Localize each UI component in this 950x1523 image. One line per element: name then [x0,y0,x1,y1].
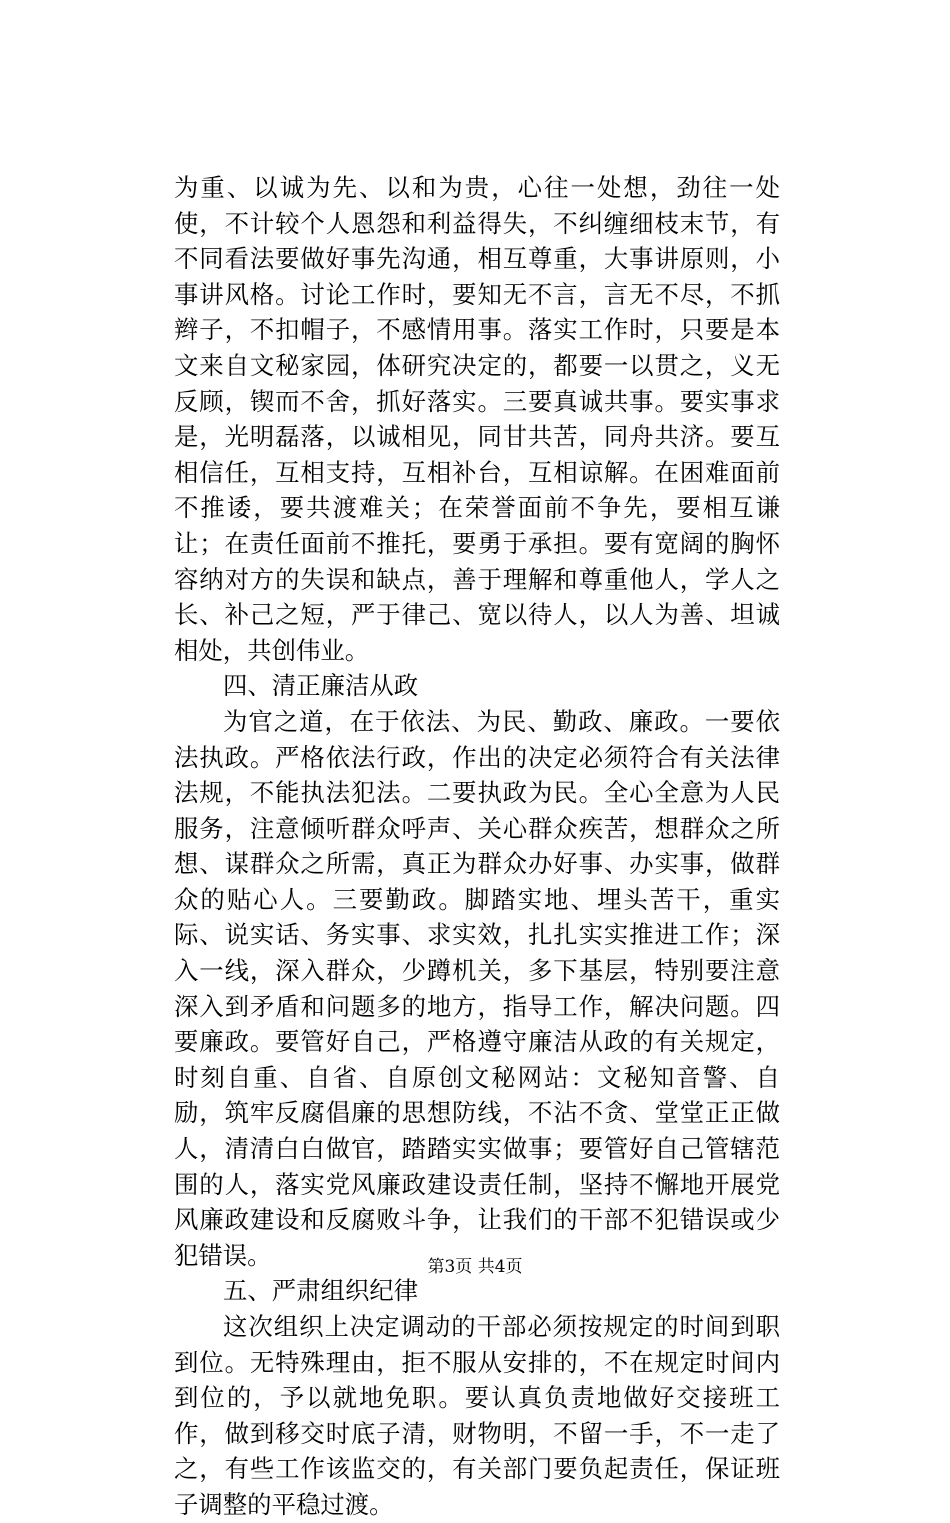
page-number-footer: 第3页 共4页 [427,1257,523,1277]
section-heading-4: 四、清正廉洁从政 [223,671,419,701]
section-heading-5: 五、严肃组织纪律 [223,1276,419,1306]
document-body [174,170,780,1523]
paragraph-1: 为重、以诚为先、以和为贵，心往一处想，劲往一处使，不计较个人恩怨和利益得失，不纠缠细枝末节，有不同看法要做好事先沟通，相互尊重，大事讲原则，小事讲风格。讨论工作时，要知无不言，言无不尽，不抓辫子，不扣帽子，不感情用事。落实工作时，只要是本文来自文秘家园，体研究决定的，都要一以贯之，义无反顾，锲而不舍，抓好落实。三要真诚共事。要实事求是，光明磊落，以诚相见，同甘共苦，同舟共济。要互相信任，互相支持，互相补台，互相谅解。在困难面前不推诿，要共渡难关；在荣誉面前不争先，要相互谦让；在责任面前不推托，要勇于承担。要有宽阔的胸怀容纳对方的失误和缺点，善于理解和尊重他人，学人之长、补己之短，严于律己、宽以待人，以人为善、坦诚相处，共创伟业。 [174,173,780,665]
paragraph-3: 这次组织上决定调动的干部必须按规定的时间到职到位。无特殊理由，拒不服从安排的，不在规定时间内到位的，予以就地免职。要认真负责地做好交接班工作，做到移交时底子清，财物明，不留一手，不一走了之，有些工作该监交的，有关部门要负起责任，保证班子调整的平稳过渡。 [174,1312,780,1519]
paragraph-2: 为官之道，在于依法、为民、勤政、廉政。一要依法执政。严格依法行政，作出的决定必须符合有关法律法规，不能执法犯法。二要执政为民。全心全意为人民服务，注意倾听群众呼声、关心群众疾苦，想群众之所想、谋群众之所需，真正为群众办好事、办实事，做群众的贴心人。三要勤政。脚踏实地、埋头苦干，重实际、说实话、务实事、求实效，扎扎实实推进工作；深入一线，深入群众，少蹲机关，多下基层，特别要注意深入到矛盾和问题多的地方，指导工作，解决问题。四要廉政。要管好自己，严格遵守廉洁从政的有关规定，时刻自重、自省、自原创文秘网站：文秘知音警、自励，筑牢反腐倡廉的思想防线，不沾不贪、堂堂正正做人，清清白白做官，踏踏实实做事；要管好自己管辖范围的人，落实党风廉政建设责任制，坚持不懈地开展党风廉政建设和反腐败斗争，让我们的干部不犯错误或少犯错误。 [174,706,780,1270]
